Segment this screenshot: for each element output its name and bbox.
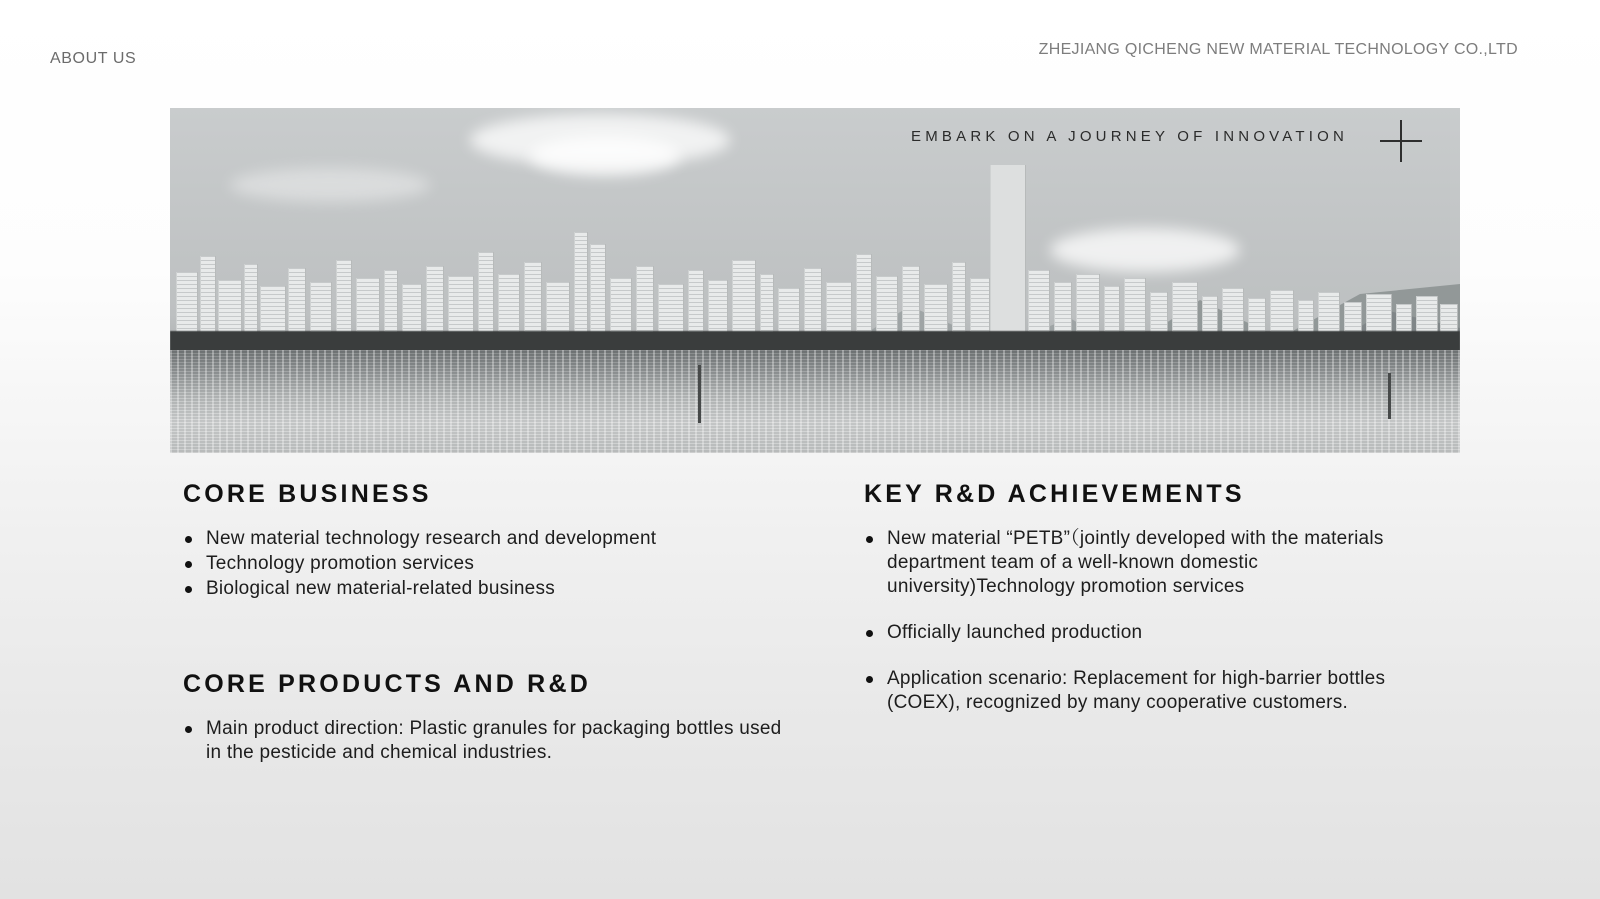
core-business-title: CORE BUSINESS bbox=[183, 480, 432, 508]
list-item: Biological new material-related business bbox=[183, 577, 783, 601]
list-item: Application scenario: Replacement for high-barrier bottles (COEX), recognized by many cooperative customers. bbox=[864, 667, 1424, 715]
core-business-block bbox=[183, 480, 783, 601]
page-section-label: ABOUT US bbox=[50, 50, 137, 67]
page-header bbox=[0, 0, 1600, 96]
list-item: Main product direction: Plastic granules for packaging bottles used in the pesticide and chemical industries. bbox=[183, 717, 783, 765]
list-item: Officially launched production bbox=[864, 621, 1424, 645]
key-rd-block bbox=[864, 480, 1424, 715]
key-rd-list bbox=[864, 527, 1424, 715]
core-products-title: CORE PRODUCTS AND R&D bbox=[183, 670, 591, 698]
hero-image bbox=[170, 108, 1460, 453]
list-item: Technology promotion services bbox=[183, 552, 783, 576]
company-name: ZHEJIANG QICHENG NEW MATERIAL TECHNOLOGY CO.,LTD bbox=[1038, 41, 1518, 58]
left-column bbox=[183, 480, 783, 766]
water-post bbox=[1388, 373, 1391, 419]
plus-icon bbox=[1380, 120, 1422, 162]
core-products-list bbox=[183, 717, 783, 765]
water-reflection bbox=[170, 350, 1460, 453]
city-skyline bbox=[170, 130, 1460, 340]
list-item: New material “PETB”（jointly developed with the materials department team of a well-known domestic university)Technology promotion services bbox=[864, 527, 1424, 599]
hero-tagline: EMBARK ON A JOURNEY OF INNOVATION bbox=[911, 128, 1348, 145]
core-products-block bbox=[183, 670, 783, 765]
water-post bbox=[698, 365, 701, 423]
right-column bbox=[864, 480, 1424, 737]
core-business-list bbox=[183, 527, 783, 601]
list-item: New material technology research and development bbox=[183, 527, 783, 551]
key-rd-title: KEY R&D ACHIEVEMENTS bbox=[864, 480, 1245, 508]
spacer bbox=[183, 602, 783, 670]
